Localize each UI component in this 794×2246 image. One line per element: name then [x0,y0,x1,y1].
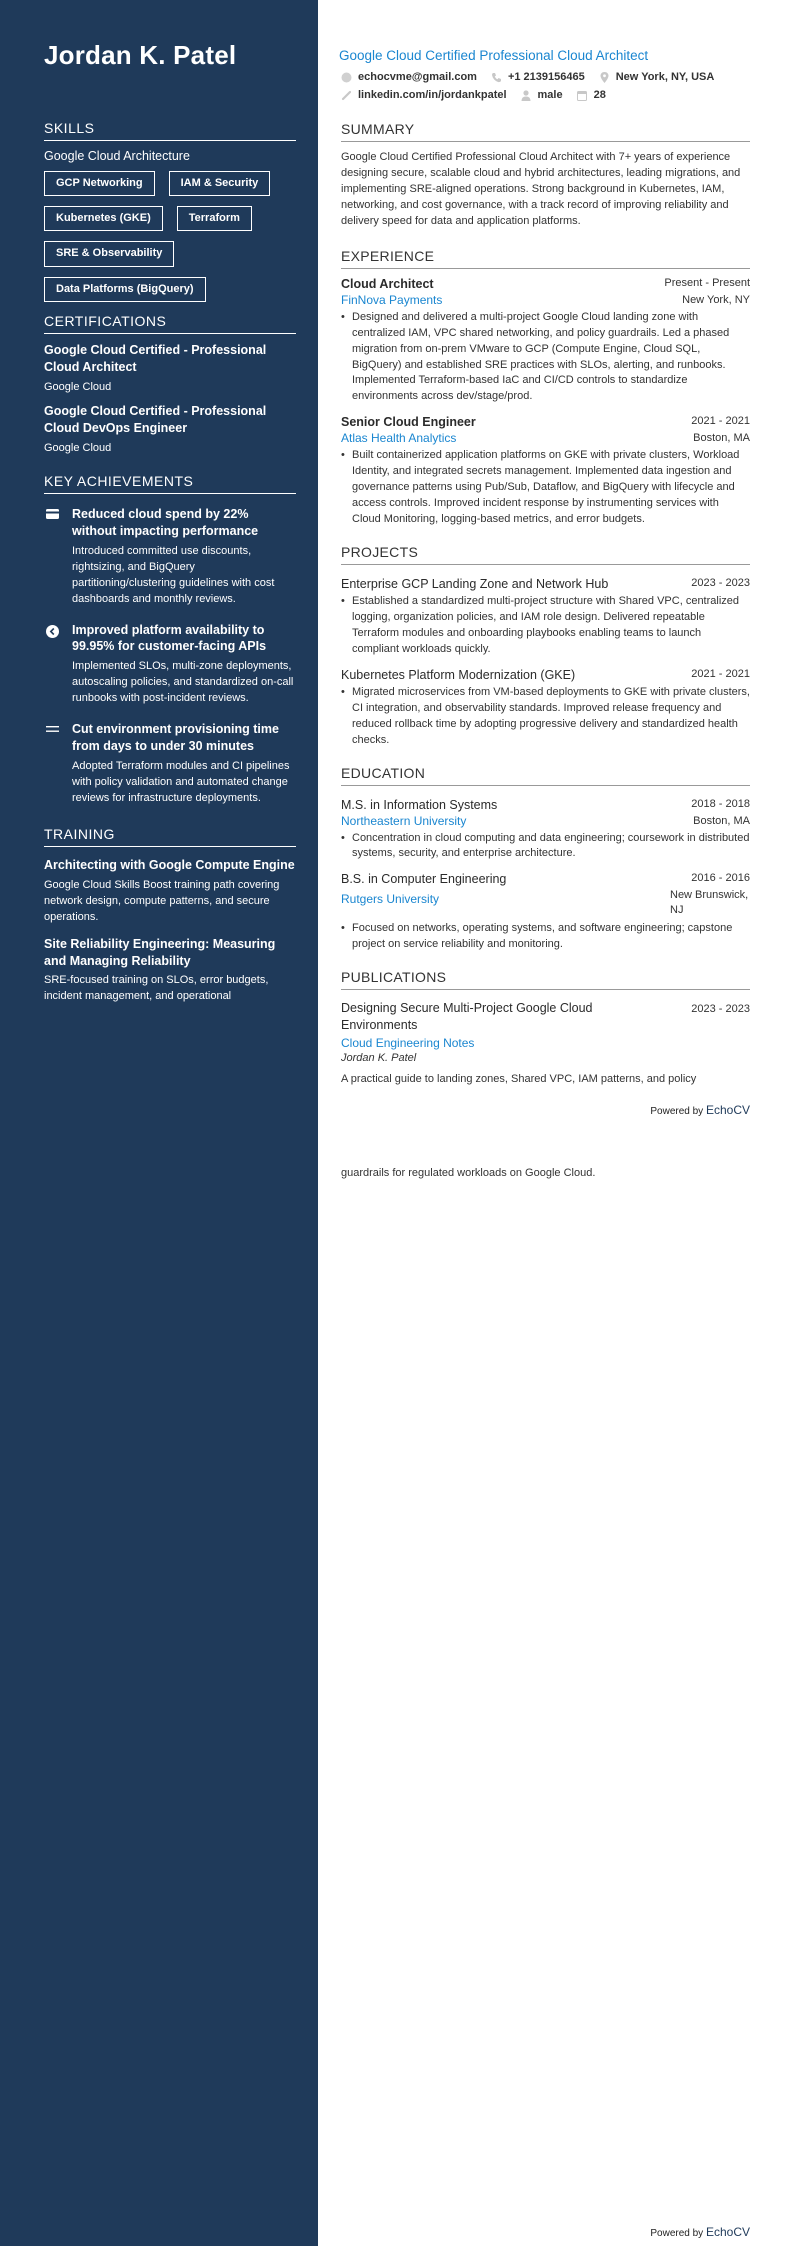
certification-issuer: Google Cloud [44,380,112,393]
job-date: Present - Present [664,276,750,289]
publication-author: Jordan K. Patel [341,1051,417,1064]
powered-by-footer-page2 [650,2225,750,2239]
training-desc: SRE-focused training on SLOs, error budgets, incident management, and operational [44,974,269,1003]
project-bullet: • Established a standardized multi-project structure with Shared VPC, centralized logging, organization policies, and IAM role design. Delivered repeatable Terraform modules and onboarding playbooks enabling teams to launch compliant workloads quickly. [341,594,750,658]
education-date: 2018 - 2018 [691,797,750,810]
gender-text: male [537,89,563,101]
certification-item [44,342,296,393]
certifications-section [44,313,296,464]
achievements-section [44,473,296,821]
contact-email[interactable] [341,71,477,83]
education-section [341,765,750,953]
skill-tag: GCP Networking [44,171,155,196]
publication-date: 2023 - 2023 [691,1002,750,1015]
contact-row [341,71,714,83]
job-location: New York, NY [682,293,750,306]
job-date: 2021 - 2021 [691,415,750,428]
email-text: echocvme@gmail.com [358,71,477,83]
certification-title: Google Cloud Certified - Professional Cloud DevOps Engineer [44,403,267,435]
project-title: Enterprise GCP Landing Zone and Network Hub [341,577,609,591]
email-icon [341,72,352,83]
summary-section [341,121,750,230]
school-location: Boston, MA [693,814,750,827]
skill-tag: Terraform [177,206,252,231]
publication-desc-continued: guardrails for regulated workloads on Google Cloud. [341,1167,596,1179]
education-entry [341,872,750,953]
publications-section [341,969,750,1088]
phone-icon [491,72,502,83]
experience-section [341,248,750,528]
achievement-desc: Introduced committed use discounts, rightsizing, and BigQuery partitioning/clustering guidelines with cost dashboards and monthly reviews. [72,544,275,605]
skill-tags [44,171,296,302]
projects-heading: PROJECTS [341,544,750,565]
achievements-heading: KEY ACHIEVEMENTS [44,473,296,494]
sidebar [0,0,318,2246]
powered-by-text: Powered by [650,1106,704,1117]
powered-by-footer [650,1103,750,1117]
education-heading: EDUCATION [341,765,750,786]
project-bullet: • Migrated microservices from VM-based deployments to GKE with private clusters, CI integration, and observability standards. Improved release frequency and reduced rollback time by adopting progressive delivery and standardized health checks. [341,685,750,749]
contact-row-2 [341,89,606,101]
user-icon [521,90,532,101]
chevron-circle-icon [44,622,60,708]
skill-tag: Data Platforms (BigQuery) [44,277,206,302]
age-text: 28 [593,89,606,101]
skill-tag: SRE & Observability [44,241,174,266]
experience-entry [341,415,750,528]
achievement-desc: Implemented SLOs, multi-zone deployments, autoscaling policies, and standardized on-call runbooks with post-incident reviews. [72,660,294,705]
powered-by-text: Powered by [650,2228,704,2239]
brand-logo: EchoCV [705,2225,750,2239]
training-title: Site Reliability Engineering: Measuring and Managing Reliability [44,936,276,968]
skills-heading: SKILLS [44,120,296,141]
school-name: Rutgers University [341,892,440,907]
job-title: Cloud Architect [341,276,434,291]
education-bullet: • Focused on networks, operating systems, and software engineering; capstone project on service reliability and monitoring. [341,921,750,953]
contact-linkedin[interactable] [341,89,507,101]
achievement-title: Improved platform availability to 99.95% for customer-facing APIs [72,622,267,654]
skill-tag: IAM & Security [169,171,271,196]
project-date: 2021 - 2021 [691,667,750,680]
training-desc: Google Cloud Skills Boost training path covering network design, compute patterns, and secure operations. [44,878,280,923]
job-bullet: • Designed and delivered a multi-project Google Cloud landing zone with centralized IAM, VPC shared networking, and policy guardrails. Led a phased migration from on-prem VMware to GCP (Compute Engine, Cloud SQL, BigQuery) and established SRE practices with SLOs, alerting, and runbooks. Implemented Terraform-based IaC and CI/CD controls to standardize environments across dev/stage/prod. [341,310,750,406]
certification-item [44,403,296,454]
publication-entry [341,1000,750,1088]
publication-desc: A practical guide to landing zones, Shared VPC, IAM patterns, and policy [341,1072,697,1085]
linkedin-text: linkedin.com/in/jordankpatel [358,89,507,101]
phone-text: +1 2139156465 [507,71,585,83]
calendar-icon [577,90,588,101]
contact-gender [521,89,563,101]
link-icon [341,90,352,101]
skills-section [44,120,296,302]
experience-heading: EXPERIENCE [341,248,750,269]
achievement-item [44,622,296,708]
credit-card-icon [44,506,60,608]
degree-title: B.S. in Computer Engineering [341,872,507,887]
publication-venue: Cloud Engineering Notes [341,1035,475,1050]
contact-age [577,89,606,101]
contact-location [599,71,715,83]
company-name: FinNova Payments [341,292,443,307]
summary-heading: SUMMARY [341,121,750,142]
achievement-item [44,506,296,608]
company-name: Atlas Health Analytics [341,431,457,446]
achievement-item [44,721,296,807]
professional-headline: Google Cloud Certified Professional Cloud Architect [339,48,649,63]
project-date: 2023 - 2023 [691,577,750,589]
certification-issuer: Google Cloud [44,441,112,454]
job-location: Boston, MA [693,432,750,445]
skill-tag: Kubernetes (GKE) [44,206,163,231]
summary-text: Google Cloud Certified Professional Cloud Architect with 7+ years of experience designing secure, scalable cloud and hybrid architectures, leading migrations, and implementing SRE-aligned operations. Strong background in Kubernetes, IAM, networking, and cost governance, with a track record of improving reliability and delivery speed for data and application platforms. [341,151,741,227]
projects-section [341,544,750,749]
education-entry [341,798,750,863]
job-bullet: • Built containerized application platforms on GKE with private clusters, Workload Identity, and integrated secrets management. Implemented data ingestion and governance patterns using Pub/Sub, Dataflow, and BigQuery with lifecycle and access controls. Improved incident response by instrumenting services with Cloud Monitoring, logging-based metrics, and error budgets. [341,448,750,528]
education-bullet: • Concentration in cloud computing and data engineering; coursework in distributed systems, security, and enterprise architecture. [341,831,750,863]
certification-title: Google Cloud Certified - Professional Cloud Architect [44,343,267,374]
achievement-desc: Adopted Terraform modules and CI pipelines with policy validation and automated change reviews for infrastructure deployments. [72,759,290,804]
degree-title: M.S. in Information Systems [341,797,498,812]
training-title: Architecting with Google Compute Engine [44,858,295,872]
achievement-title: Cut environment provisioning time from days to under 30 minutes [72,722,279,753]
training-item [44,936,296,1006]
candidate-name: Jordan K. Patel [44,40,237,70]
project-entry [341,668,750,749]
training-section [44,826,296,1015]
project-entry [341,577,750,658]
publication-title: Designing Secure Multi-Project Google Cloud Environments [341,1000,593,1032]
contact-phone[interactable] [491,71,585,83]
experience-entry [341,277,750,406]
job-title: Senior Cloud Engineer [341,415,476,430]
location-text: New York, NY, USA [615,71,715,83]
location-pin-icon [599,72,610,83]
education-date: 2016 - 2016 [691,872,750,885]
certifications-heading: CERTIFICATIONS [44,313,296,334]
main-content [341,121,750,1098]
skill-group-title: Google Cloud Architecture [44,149,190,163]
school-location: New Brunswick, NJ [670,889,749,917]
school-name: Northeastern University [341,813,467,828]
publication-continuation [341,1166,750,1182]
brand-logo: EchoCV [705,1103,750,1117]
training-heading: TRAINING [44,826,296,847]
equals-icon [44,721,60,807]
achievement-title: Reduced cloud spend by 22% without impacting performance [72,507,259,538]
training-item [44,857,296,926]
publications-heading: PUBLICATIONS [341,969,750,990]
project-title: Kubernetes Platform Modernization (GKE) [341,667,576,682]
